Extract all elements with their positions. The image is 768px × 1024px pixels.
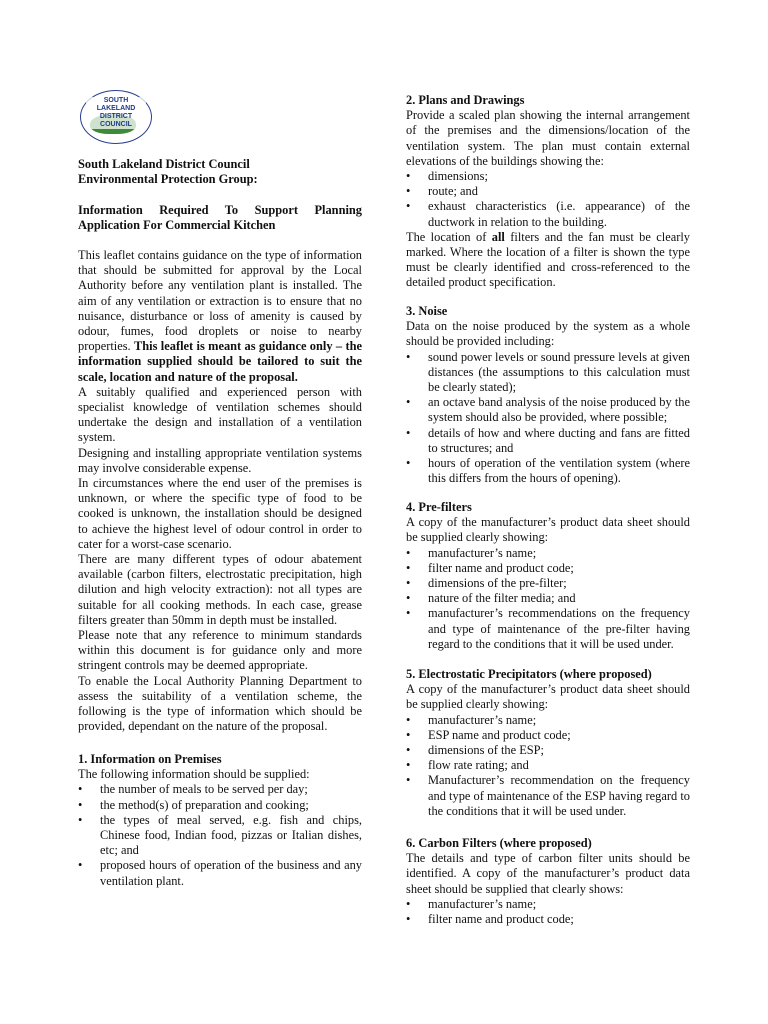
list-item: • hours of operation of the ventilation system (where this differs from the hours of opening). xyxy=(406,456,690,486)
section-5-heading: 5. Electrostatic Precipitators (where proposed) xyxy=(406,667,652,681)
intro-paragraph-6: Please note that any reference to minimum standards within this document is for guidance only and more stringent controls may be deemed appropriate. xyxy=(78,628,362,673)
list-item: • the method(s) of preparation and cooking; xyxy=(78,798,362,813)
intro-paragraph-4: In circumstances where the end user of the premises is unknown, or where the specific type of food to be cooked is unknown, the installation should be designed to achieve the highest level of odour control in order to cater for a worst-case scenario. xyxy=(78,476,362,551)
intro-paragraph-1: This leaflet contains guidance on the type of information that should be submitted for approval by the Local Authority before any ventilation plant is installed. The aim of any ventilation or extraction is to ensure that no nuisance, disturbance or loss of amenity is caused by odour, fumes, food droplets or noise to nearby properties. This leaflet is meant as guidance only – the information supplied should be tailored to suit the scale, location and nature of the proposal. xyxy=(78,248,362,384)
section-2-paragraph-2: The location of all filters and the fan must be clearly marked. Where the location of a filter is shown the type must be clearly identified and cross-referenced to the detailed product specification. xyxy=(406,229,690,290)
list-item: • manufacturer’s name; xyxy=(406,546,690,561)
section-4 xyxy=(406,500,690,652)
list-item: • exhaust characteristics (i.e. appearance) of the ductwork in relation to the building. xyxy=(406,199,690,229)
org-name: South Lakeland District Council xyxy=(78,157,250,171)
section-6 xyxy=(406,836,690,927)
intro-paragraph-2: A suitably qualified and experienced person with specialist knowledge of ventilation schemes should undertake the design and installation of a ventilation system. xyxy=(78,384,362,445)
list-item: • dimensions of the ESP; xyxy=(406,743,690,758)
list-item: • manufacturer’s name; xyxy=(406,713,690,728)
section-1-intro: The following information should be supplied: xyxy=(78,767,310,782)
section-2 xyxy=(406,93,690,291)
council-logo xyxy=(80,90,152,144)
title-line-1: Information Required To Support Planning xyxy=(78,203,362,217)
list-item: • manufacturer’s name; xyxy=(406,897,690,912)
title-line-2: Application For Commercial Kitchen xyxy=(78,218,276,233)
section-3-intro: Data on the noise produced by the system as a whole should be provided including: xyxy=(406,319,690,349)
org-heading xyxy=(78,157,362,187)
section-5-list xyxy=(406,713,690,819)
list-item: • nature of the filter media; and xyxy=(406,591,690,606)
document-title xyxy=(78,203,362,233)
section-4-intro: A copy of the manufacturer’s product data sheet should be supplied clearly showing: xyxy=(406,515,690,545)
section-6-intro: The details and type of carbon filter units should be identified. A copy of the manufacturer’s product data sheet should be supplied that clearly shows: xyxy=(406,851,690,896)
section-4-list xyxy=(406,546,690,652)
list-item: • ESP name and product code; xyxy=(406,728,690,743)
list-item: • flow rate rating; and xyxy=(406,758,690,773)
section-1-heading: 1. Information on Premises xyxy=(78,752,222,766)
section-2-paragraph-1: Provide a scaled plan showing the internal arrangement of the premises and the dimensions/location of the ventilation system. The plan must contain external elevations of the buildings showing the: xyxy=(406,108,690,168)
list-item: • proposed hours of operation of the business and any ventilation plant. xyxy=(78,858,362,888)
section-6-list xyxy=(406,897,690,927)
intro-paragraph-5: There are many different types of odour abatement available (carbon filters, electrostatic precipitation, high dilution and high velocity extraction): not all types are suitable for all cooking methods. In each case, grease filters greater than 50mm in depth must be installed. xyxy=(78,552,362,627)
guidance-note: This leaflet is meant as guidance only – the information supplied should be tailored to suit the scale, location and nature of the proposal. xyxy=(78,339,362,384)
list-item: • details of how and where ducting and fans are fitted to structures; and xyxy=(406,426,690,456)
list-item: • dimensions of the pre-filter; xyxy=(406,576,690,591)
section-3-list xyxy=(406,350,690,487)
list-item: • Manufacturer’s recommendation on the frequency and type of maintenance of the ESP having regard to the conditions that it will be used under. xyxy=(406,773,690,819)
section-1 xyxy=(78,752,362,889)
intro-text xyxy=(78,248,362,735)
logo-wordmark: SOUTH LAKELAND DISTRICT COUNCIL xyxy=(86,97,146,129)
list-item: • manufacturer’s recommendations on the frequency and type of maintenance of the pre-filter having regard to the conditions that it will be used under. xyxy=(406,606,690,652)
section-3 xyxy=(406,304,690,486)
section-5 xyxy=(406,667,690,819)
section-3-heading: 3. Noise xyxy=(406,304,448,318)
list-item: • filter name and product code; xyxy=(406,912,690,927)
list-item: • route; and xyxy=(406,184,690,199)
intro-paragraph-3: Designing and installing appropriate ventilation systems may involve considerable expense. xyxy=(78,445,362,475)
list-item: • the number of meals to be served per day; xyxy=(78,782,362,797)
section-2-heading: 2. Plans and Drawings xyxy=(406,93,525,107)
list-item: • filter name and product code; xyxy=(406,561,690,576)
org-group: Environmental Protection Group: xyxy=(78,172,258,187)
list-item: • the types of meal served, e.g. fish and chips, Chinese food, Indian food, pizzas or Italian dishes, etc; and xyxy=(78,813,362,859)
section-4-heading: 4. Pre-filters xyxy=(406,500,472,514)
list-item: • an octave band analysis of the noise produced by the system should also be provided, where possible; xyxy=(406,395,690,425)
section-6-heading: 6. Carbon Filters (where proposed) xyxy=(406,836,592,850)
section-2-list xyxy=(406,169,690,230)
list-item: • sound power levels or sound pressure levels at given distances (the assumptions to this calculation must be clearly stated); xyxy=(406,350,690,396)
list-item: • dimensions; xyxy=(406,169,690,184)
section-1-list xyxy=(78,782,362,888)
intro-paragraph-7: To enable the Local Authority Planning Department to assess the suitability of a ventilation scheme, the following is the type of information which should be provided, dependant on the nature of the proposal. xyxy=(78,673,362,734)
section-5-intro: A copy of the manufacturer’s product data sheet should be supplied clearly showing: xyxy=(406,682,690,712)
